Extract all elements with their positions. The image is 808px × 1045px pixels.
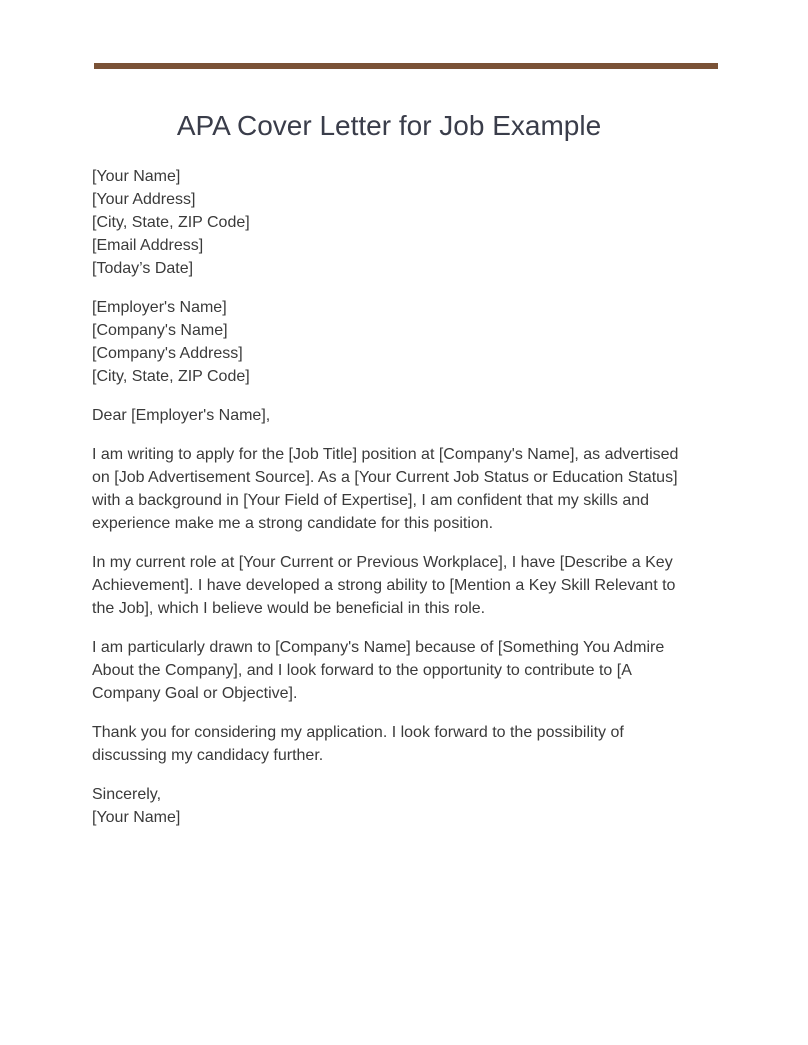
body-paragraph-closing [92,721,692,767]
paragraph-line: discussing my candidacy further. [92,747,324,764]
paragraph-line: Company Goal or Objective]. [92,685,298,702]
paragraph-line: Thank you for considering my application. I look forward to the possibility of [92,724,624,741]
employer-name: [Employer's Name] [92,299,227,316]
letter-body [92,165,692,845]
paragraph-line: In my current role at [Your Current or Previous Workplace], I have [Describe a Key [92,554,673,571]
paragraph-line: About the Company], and I look forward to the opportunity to contribute to [A [92,662,632,679]
sender-address: [Your Address] [92,191,196,208]
sender-name: [Your Name] [92,168,181,185]
paragraph-line: I am writing to apply for the [Job Title] position at [Company's Name], as advertised [92,446,679,463]
document-title: APA Cover Letter for Job Example [176,110,602,141]
sender-email: [Email Address] [92,237,204,254]
paragraph-line: Achievement]. I have developed a strong ability to [Mention a Key Skill Relevant to [92,577,676,594]
body-paragraph-experience [92,551,692,620]
company-address: [Company's Address] [92,345,243,362]
closing-phrase: Sincerely, [92,786,162,803]
signature-name: [Your Name] [92,809,181,826]
recipient-address-block [92,296,692,388]
paragraph-line: on [Job Advertisement Source]. As a [Your Current Job Status or Education Status] [92,469,678,486]
company-name: [Company's Name] [92,322,228,339]
company-city-state-zip: [City, State, ZIP Code] [92,368,250,385]
body-paragraph-intro [92,443,692,535]
sender-address-block [92,165,692,280]
salutation: Dear [Employer's Name], [92,407,271,424]
paragraph-line: experience make me a strong candidate for this position. [92,515,494,532]
letter-date: [Today’s Date] [92,260,194,277]
sender-city-state-zip: [City, State, ZIP Code] [92,214,250,231]
body-paragraph-motivation [92,636,692,705]
signature-block [92,783,692,829]
paragraph-line: I am particularly drawn to [Company's Name] because of [Something You Admire [92,639,665,656]
top-divider [94,63,718,69]
paragraph-line: with a background in [Your Field of Expertise], I am confident that my skills and [92,492,650,509]
salutation-block [92,404,692,427]
paragraph-line: the Job], which I believe would be beneficial in this role. [92,600,486,617]
